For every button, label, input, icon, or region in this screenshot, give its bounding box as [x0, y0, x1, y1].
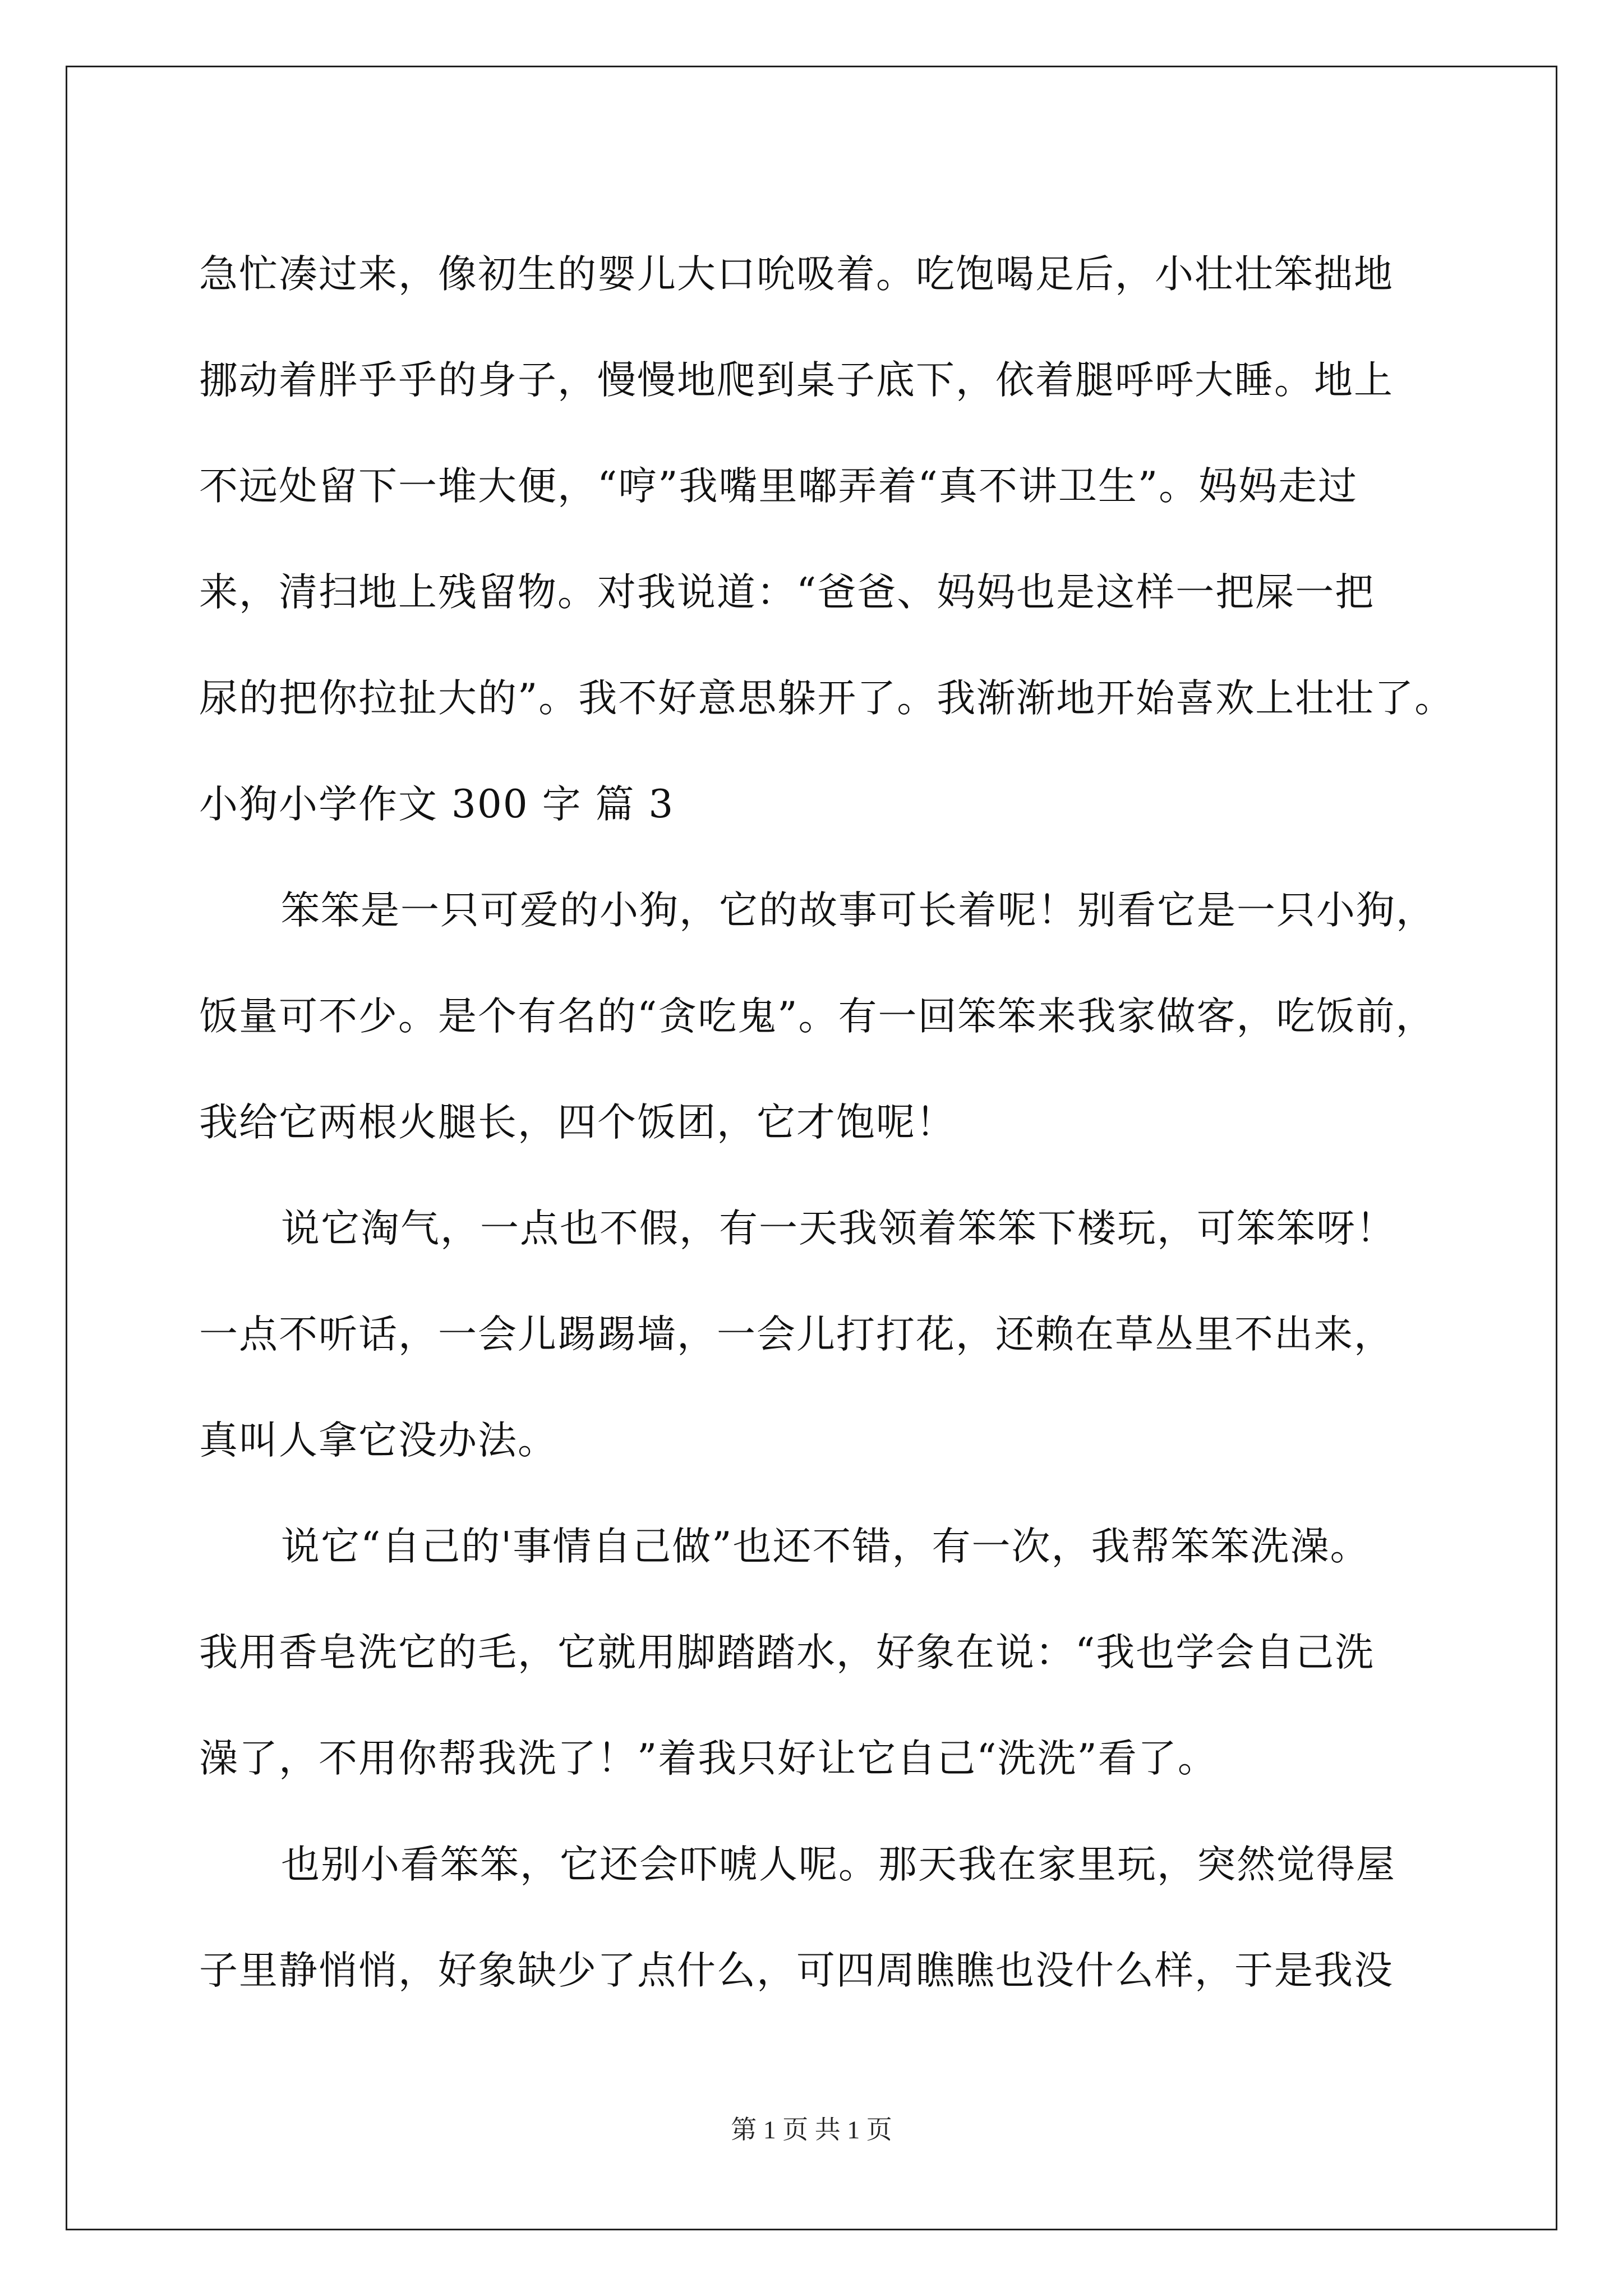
text-line: 急忙凑过来，像初生的婴儿大口吮吸着。吃饱喝足后，小壮壮笨拙地 — [199, 252, 1394, 297]
section-heading: 小狗小学作文 300 字 篇 3 — [199, 782, 675, 827]
text-line: 一点不听话，一会儿踢踢墙，一会儿打打花，还赖在草丛里不出来， — [199, 1312, 1394, 1357]
text-line: 来，清扫地上残留物。对我说道：“爸爸、妈妈也是这样一把屎一把 — [199, 570, 1375, 615]
text-line: 子里静悄悄，好象缺少了点什么，可四周瞧瞧也没什么样，于是我没 — [199, 1948, 1394, 1993]
text-line: 挪动着胖乎乎的身子，慢慢地爬到桌子底下，依着腿呼呼大睡。地上 — [199, 358, 1394, 403]
document-body — [199, 222, 1489, 2024]
text-line: 真叫人拿它没办法。 — [199, 1418, 557, 1463]
paragraph-start-line: 也别小看笨笨，它还会吓唬人呢。那天我在家里玩，突然觉得屋 — [281, 1842, 1396, 1887]
page-footer: 第 1 页 共 1 页 — [731, 2115, 892, 2144]
paragraph-start-line: 说它淘气，一点也不假，有一天我领着笨笨下楼玩，可笨笨呀！ — [281, 1206, 1396, 1251]
text-line: 不远处留下一堆大便，“哼”我嘴里嘟弄着“真不讲卫生”。妈妈走过 — [199, 464, 1358, 509]
text-line: 尿的把你拉扯大的”。我不好意思躲开了。我渐渐地开始喜欢上壮壮了。 — [199, 676, 1455, 721]
text-line: 澡了，不用你帮我洗了！”着我只好让它自己“洗洗”看了。 — [199, 1736, 1218, 1781]
text-line: 我给它两根火腿长，四个饭团，它才饱呢！ — [199, 1100, 956, 1145]
text-line: 饭量可不少。是个有名的“贪吃鬼”。有一回笨笨来我家做客，吃饭前， — [199, 994, 1436, 1039]
paragraph-start-line: 笨笨是一只可爱的小狗，它的故事可长着呢！别看它是一只小狗， — [281, 888, 1436, 933]
paragraph-start-line: 说它“自己的'事情自己做”也还不错，有一次，我帮笨笨洗澡。 — [281, 1524, 1370, 1569]
text-line: 我用香皂洗它的毛，它就用脚踏踏水，好象在说：“我也学会自己洗 — [199, 1630, 1375, 1675]
